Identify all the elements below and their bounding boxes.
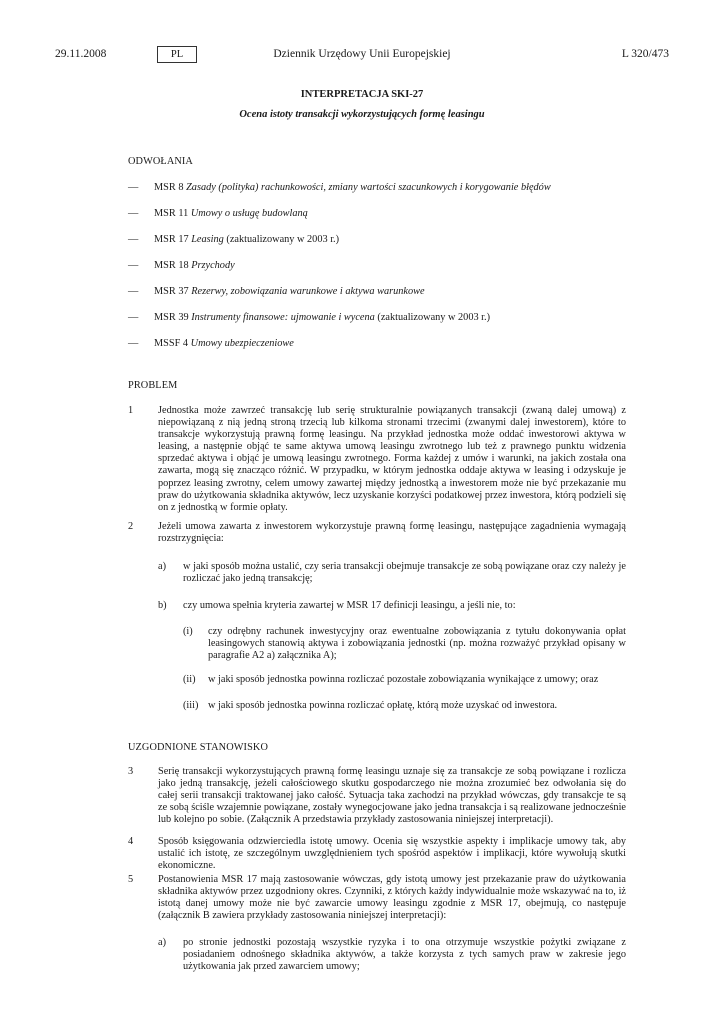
reference-item: — MSR 11 Umowy o usługę budowlaną <box>128 208 308 219</box>
paragraph-2: Jeżeli umowa zawarta z inwestorem wykorzystuje prawną formę leasingu, następujące zagadnienia wymagają rozstrzygnięcia: <box>158 521 626 545</box>
paragraph-number: 1 <box>128 405 134 416</box>
paragraph-number: 4 <box>128 836 134 847</box>
list-item-a: w jaki sposób można ustalić, czy seria transakcji obejmuje transakcje ze sobą powiązane oraz czy należy je rozliczać jako jedną transakcję; <box>183 561 626 585</box>
document-title: INTERPRETACJA SKI-27 <box>300 89 424 100</box>
paragraph-3: Serię transakcji wykorzystujących prawną formę leasingu uznaje się za transakcje ze sobą powiązane i rozlicza jako jedną transakcję, jeżeli całościowego skutku gospodarczego nie można zrozumieć bez odwołania się do całej serii transakcji traktowanej jako całość. Sytuacja taka zachodzi na przykład wówczas, gdy transakcje te są ze sobą ściśle wzajemnie powiązane, zostały wynegocjowane jako jedna transakcja i są realizowane jednocześnie lub kolejno po sobie. (Załącznik A przedstawia przykłady zastosowania niniejszej interpretacji). <box>158 766 626 826</box>
reference-item: — MSSF 4 Umowy ubezpieczeniowe <box>128 338 294 349</box>
list-item-b-i: czy odrębny rachunek inwestycyjny oraz ewentualne zobowiązania z tytułu dokonywania opłat leasingowych stanowią aktywa i zobowiązania jednostki (np. można rozważyć przykład opisany w paragrafie A2 a) załącznika A); <box>208 626 626 662</box>
paragraph-number: 5 <box>128 874 134 885</box>
reference-item: — MSR 39 Instrumenty finansowe: ujmowanie i wycena (zaktualizowany w 2003 r.) <box>128 312 491 323</box>
list-item-b-ii: w jaki sposób jednostka powinna rozliczać pozostałe zobowiązania wynikające z umowy; oraz <box>208 674 599 685</box>
list-marker: (i) <box>183 626 193 637</box>
paragraph-1: Jednostka może zawrzeć transakcję lub serię strukturalnie powiązanych transakcji (zwaną dalej umową) z niepowiązaną z nią jedną stroną trzecią lub kilkoma stronami trzecimi (zwanymi dalej inwestorem), które to transakcje wykorzystują prawną formę leasingu. Na przykład jednostka może oddać inwestorowi aktywa w leasing, a następnie objąć te same aktywa umową leasingu zwrotnego lub też z prawnego punktu widzenia sprzedać aktywa i objąć je umową leasingu zwrotnego. Forma każdej z umów i warunki, na jakich została ona zawarta, mogą się znacząco różnić. W przypadku, w którym jednostka oddaje aktywa w leasing i odzyskuje je poprzez leasing zwrotny, celem umowy zawartej między jednostką a inwestorem może nie być przekazanie mu praw do użytkowania składnika aktywów, lecz uzyskanie korzyści podatkowej przez inwestora, którą podzieli się on z jednostką w formie opłaty. <box>158 405 626 513</box>
reference-item: — MSR 17 Leasing (zaktualizowany w 2003 r.) <box>128 234 340 245</box>
reference-item: — MSR 37 Rezerwy, zobowiązania warunkowe i aktywa warunkowe <box>128 286 425 297</box>
list-item-5a: po stronie jednostki pozostają wszystkie ryzyka i to ona otrzymuje wszystkie pożytki związane z posiadaniem odnośnego składnika aktywów, a także korzysta z tych samych praw w zakresie jego użytkowania jak przed zawarciem umowy; <box>183 937 626 973</box>
paragraph-5: Postanowienia MSR 17 mają zastosowanie wówczas, gdy istotą umowy jest przekazanie praw do użytkowania składnika aktywów przez uzgodniony okres. Czynniki, z których każdy indywidualnie może wskazywać na to, iż istotą danej umowy może nie być zawarcie umowy leasingu zgodnie z MSR 17, obejmują, co następuje (załącznik B zawiera przykłady zastosowania niniejszej interpretacji): <box>158 874 626 922</box>
list-item-b: czy umowa spełnia kryteria zawartej w MSR 17 definicji leasingu, a jeśli nie, to: <box>183 600 516 611</box>
problem-heading: PROBLEM <box>128 380 178 391</box>
page-number: L 320/473 <box>621 48 669 60</box>
journal-title: Dziennik Urzędowy Unii Europejskiej <box>273 48 451 60</box>
paragraph-number: 2 <box>128 521 134 532</box>
consensus-heading: UZGODNIONE STANOWISKO <box>128 742 268 753</box>
list-marker: a) <box>158 561 166 572</box>
document-subtitle: Ocena istoty transakcji wykorzystujących formę leasingu <box>239 109 485 120</box>
paragraph-number: 3 <box>128 766 134 777</box>
list-marker: (ii) <box>183 674 196 685</box>
list-item-b-iii: w jaki sposób jednostka powinna rozliczać opłatę, którą może uzyskać od inwestora. <box>208 700 558 711</box>
references-heading: ODWOŁANIA <box>128 156 193 167</box>
list-marker: a) <box>158 937 166 948</box>
reference-item: — MSR 18 Przychody <box>128 260 235 271</box>
header-date: 29.11.2008 <box>55 48 107 60</box>
list-marker: b) <box>158 600 167 611</box>
paragraph-4: Sposób księgowania odzwierciedla istotę umowy. Ocenia się wszystkie aspekty i implikacje umowy tak, aby ustalić ich istotę, ze szczególnym uwzględnieniem tych spośród aspektów i implikacji, które wywołują skutki ekonomiczne. <box>158 836 626 872</box>
list-marker: (iii) <box>183 700 199 711</box>
reference-item: — MSR 8 Zasady (polityka) rachunkowości, zmiany wartości szacunkowych i korygowanie błędów <box>128 182 551 193</box>
language-badge: PL <box>157 46 197 63</box>
